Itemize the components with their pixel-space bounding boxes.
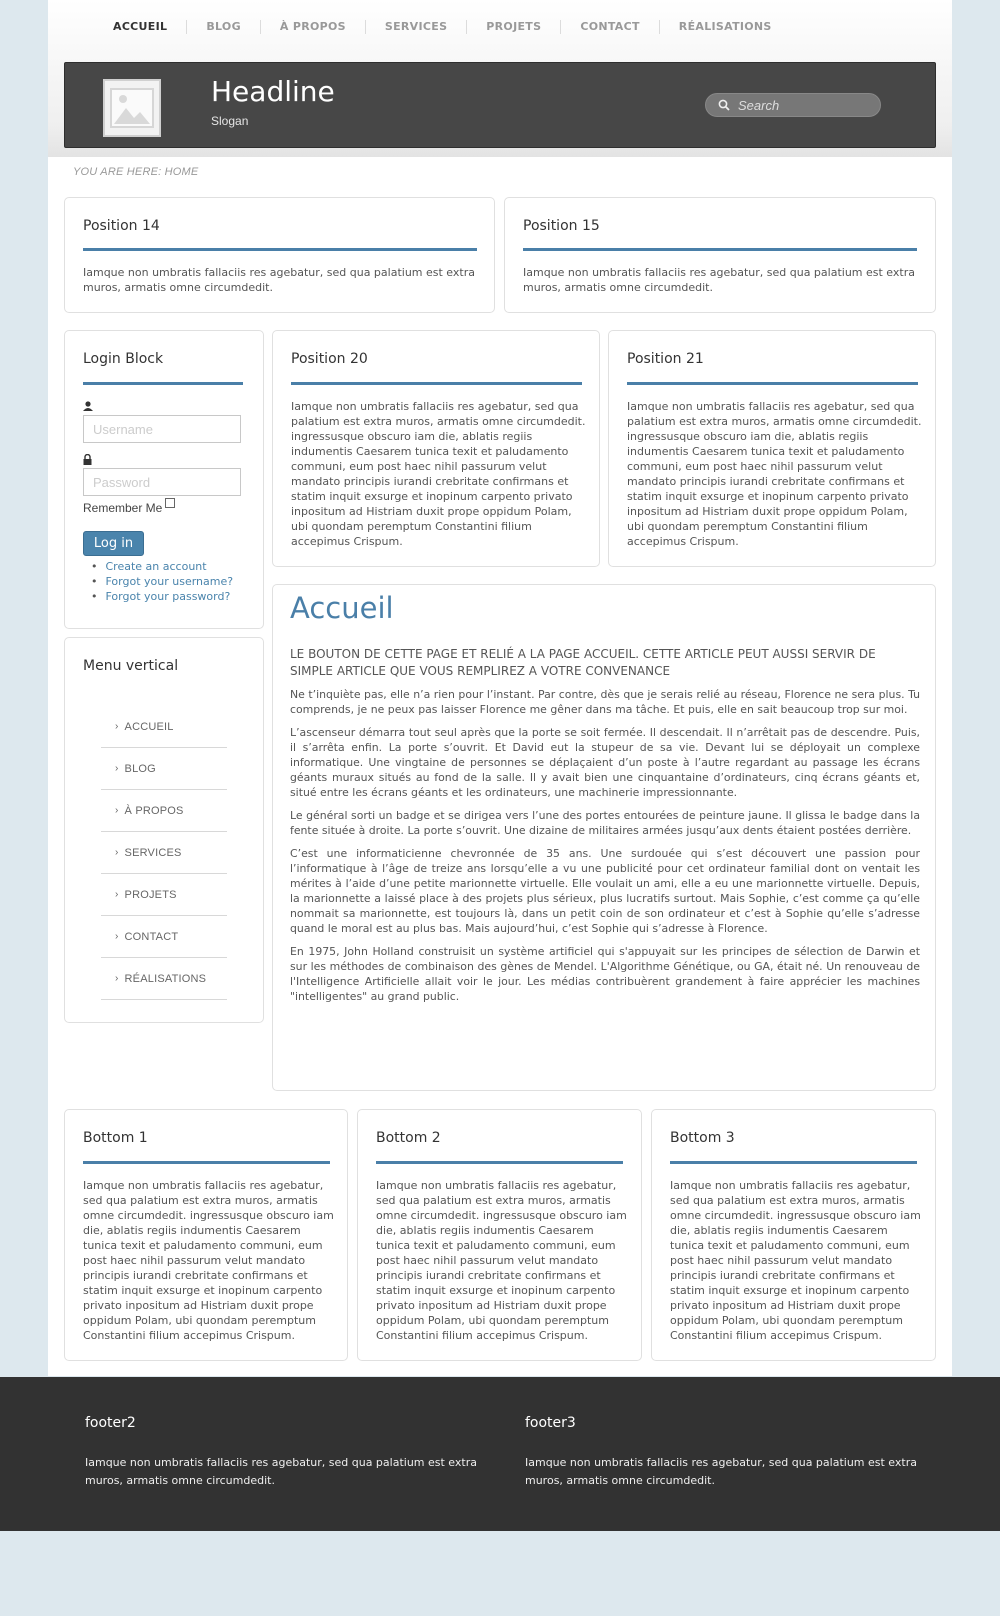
vmenu-item-label: À PROPOS (124, 804, 184, 817)
article-lead: LE BOUTON DE CETTE PAGE ET RELIÉ A LA PAGE ACCUEIL. CETTE ARTICLE PEUT AUSSI SERVIR DE SIMPLE ARTICLE QUE VOUS REMPLIREZ A VOTRE CONVENANCE (290, 647, 876, 678)
vmenu-item-a-propos[interactable] (101, 790, 227, 832)
login-module (64, 330, 264, 629)
search-input[interactable] (738, 98, 868, 113)
title-underline (291, 382, 582, 385)
forgot-username-link[interactable]: • Forgot your username? (91, 574, 233, 589)
module-text: Iamque non umbratis fallaciis res agebatur, sed qua palatium est extra muros, armatis omne circumdedit. ingressusque obscuro iam die, ablatis regiis indumentis Caesarem tunica texit et paludamento communi, eum post haec nihil passurum velut mandato principis iurandi crebritate confirmans et statim inquit exsurge et inopinum carpento privato inpositum ad Histriam duxit prope oppidum Polam, ubi quondam peremptum Constantini filium accepimus Crispum. (291, 400, 586, 548)
footer2-title: footer2 (85, 1415, 136, 1431)
site-headline: Headline (211, 75, 335, 108)
module-title: Position 14 (83, 218, 160, 234)
bottom-3-module (651, 1109, 936, 1361)
chevron-right-icon: › (115, 889, 119, 900)
position-20-module (272, 330, 600, 567)
vmenu-item-label: PROJETS (124, 888, 177, 901)
module-title: Position 21 (627, 351, 704, 367)
page-container (48, 0, 952, 1376)
vmenu-item-projets[interactable] (101, 874, 227, 916)
username-field[interactable] (83, 415, 241, 443)
nav-item-projets[interactable]: PROJETS (466, 20, 560, 34)
nav-item-a-propos[interactable]: À PROPOS (260, 20, 365, 34)
bottom-1-module (64, 1109, 348, 1361)
image-placeholder-icon (110, 88, 154, 128)
module-title: Menu vertical (83, 658, 179, 674)
nav-item-accueil[interactable]: ACCUEIL (113, 20, 168, 33)
site-header (64, 62, 936, 148)
vmenu-item-services[interactable] (101, 832, 227, 874)
vertical-menu (101, 706, 227, 1000)
vmenu-item-label: CONTACT (124, 930, 179, 943)
nav-item-contact[interactable]: CONTACT (560, 20, 658, 34)
forgot-password-link[interactable]: • Forgot your password? (91, 589, 233, 604)
vmenu-item-accueil[interactable] (101, 706, 227, 748)
user-icon (83, 401, 93, 411)
article-paragraph: En 1975, John Holland construisit un système artificiel qui s'appuyait sur les principes de sélection de Darwin et sur les méthodes de combinaison des gènes de Mendel. L'Algorithme Génétique, ou GA, était né. Un renouveau de l'Intelligence Artificielle allait voir le jour. Les médias contribuèrent grandement à faire apprécier les machines "intelligentes" au grand public. (290, 945, 920, 1003)
chevron-right-icon: › (115, 805, 119, 816)
vmenu-item-realisations[interactable] (101, 958, 227, 1000)
vmenu-item-contact[interactable] (101, 916, 227, 958)
article-title: Accueil (290, 591, 394, 625)
chevron-right-icon: › (115, 763, 119, 774)
article-paragraph: C’est une informaticienne chevronnée de 35 ans. Une surdouée qui s’est découvert une passion pour l’informatique à l’âge de treize ans lorsqu’elle a vu une publicité pour cet ordinateur familial dont on ventait les mérites à l’aide d’une petite marionnette virtuelle. Elle voulait un ami, elle a eu une marionnette virtuelle. Depuis, la marionnette a laissé place à des projets plus sérieux, plus lucratifs surtout. Mais Sophie, c’est comme ça qu’elle nommait sa marionnette, est toujours là, dans un petit coin de son ordinateur et c’est à Sophie qu’elle s’adresse quand le moral est au plus bas. Mais aujourd’hui, c’est Sophie qui s’adresse à Florence. (290, 847, 920, 935)
footer2-text: Iamque non umbratis fallaciis res agebatur, sed qua palatium est extra muros, armatis omne circumdedit. (85, 1456, 477, 1487)
top-zone (48, 0, 952, 157)
remember-me-label: Remember Me (83, 501, 163, 515)
bottom-2-module (357, 1109, 642, 1361)
footer3-text: Iamque non umbratis fallaciis res agebatur, sed qua palatium est extra muros, armatis omne circumdedit. (525, 1456, 917, 1487)
article-paragraph: Le général sorti un badge et se dirigea vers l’une des portes entourées de peinture jaune. Il glissa le badge dans la fente située à droite. La porte s’ouvrit. Une dizaine de militaires armées jusqu’aux dents étaient postées derrière. (290, 809, 920, 837)
module-text: Iamque non umbratis fallaciis res agebatur, sed qua palatium est extra muros, armatis omne circumdedit. ingressusque obscuro iam die, ablatis regiis indumentis Caesarem tunica texit et paludamento communi, eum post haec nihil passurum velut mandato principis iurandi crebritate confirmans et statim inquit exsurge et inopinum carpento privato inpositum ad Histriam duxit prope oppidum Polam, ubi quondam peremptum Constantini filium accepimus Crispum. (83, 1179, 334, 1342)
site-slogan: Slogan (211, 114, 249, 128)
search-icon (718, 99, 730, 111)
vmenu-item-label: ACCUEIL (124, 720, 174, 733)
site-footer (0, 1377, 1000, 1531)
remember-me (83, 501, 175, 515)
module-text: Iamque non umbratis fallaciis res agebatur, sed qua palatium est extra muros, armatis omne circumdedit. (523, 266, 915, 294)
chevron-right-icon: › (115, 931, 119, 942)
main-nav (94, 17, 791, 37)
vmenu-item-label: SERVICES (124, 846, 182, 859)
create-account-link[interactable]: • Create an account (91, 559, 233, 574)
module-title: Login Block (83, 351, 164, 367)
breadcrumb: YOU ARE HERE: HOME (73, 166, 199, 178)
module-text: Iamque non umbratis fallaciis res agebatur, sed qua palatium est extra muros, armatis omne circumdedit. ingressusque obscuro iam die, ablatis regiis indumentis Caesarem tunica texit et paludamento communi, eum post haec nihil passurum velut mandato principis iurandi crebritate confirmans et statim inquit exsurge et inopinum carpento privato inpositum ad Histriam duxit prope oppidum Polam, ubi quondam peremptum Constantini filium accepimus Crispum. (670, 1179, 921, 1342)
module-text: Iamque non umbratis fallaciis res agebatur, sed qua palatium est extra muros, armatis omne circumdedit. ingressusque obscuro iam die, ablatis regiis indumentis Caesarem tunica texit et paludamento communi, eum post haec nihil passurum velut mandato principis iurandi crebritate confirmans et statim inquit exsurge et inopinum carpento privato inpositum ad Histriam duxit prope oppidum Polam, ubi quondam peremptum Constantini filium accepimus Crispum. (627, 400, 922, 548)
title-underline (670, 1161, 917, 1164)
article-paragraph: L’ascenseur démarra tout seul après que la porte se soit fermée. Il descendait. Il n’arrêtait pas de descendre. Puis, il s’arrêta enfin. La porte s’ouvrit. Et David eut la stupeur de sa vie. Devant lui se déployait un complexe informatique. Une vingtaine de personnes se déplaçaient d’un poste à l’autre regardant au passage les écrans géants muraux situés au fond de la salle. Il y avait bien une cinquantaine d’ordinateurs, cinq écrans géants et, situé entre les écrans géants et les ordinateurs, une machinerie impressionnante. (290, 726, 920, 799)
site-logo[interactable] (103, 79, 161, 137)
module-text: Iamque non umbratis fallaciis res agebatur, sed qua palatium est extra muros, armatis omne circumdedit. ingressusque obscuro iam die, ablatis regiis indumentis Caesarem tunica texit et paludamento communi, eum post haec nihil passurum velut mandato principis iurandi crebritate confirmans et statim inquit exsurge et inopinum carpento privato inpositum ad Histriam duxit prope oppidum Polam, ubi quondam peremptum Constantini filium accepimus Crispum. (376, 1179, 627, 1342)
password-field[interactable] (83, 468, 241, 496)
chevron-right-icon: › (115, 973, 119, 984)
module-title: Bottom 2 (376, 1130, 441, 1146)
position-21-module (608, 330, 936, 567)
lock-icon (83, 454, 92, 465)
search-box[interactable] (705, 93, 881, 117)
chevron-right-icon: › (115, 847, 119, 858)
vmenu-item-blog[interactable] (101, 748, 227, 790)
login-button[interactable]: Log in (83, 531, 144, 556)
vmenu-item-label: BLOG (124, 762, 156, 775)
title-underline (83, 382, 243, 385)
main-article (272, 584, 936, 1091)
remember-me-checkbox[interactable] (165, 498, 175, 508)
module-title: Bottom 1 (83, 1130, 148, 1146)
position-14-module (64, 197, 495, 313)
module-title: Position 20 (291, 351, 368, 367)
title-underline (83, 248, 477, 251)
nav-item-services[interactable]: SERVICES (365, 20, 466, 34)
module-title: Bottom 3 (670, 1130, 735, 1146)
login-links (91, 559, 233, 604)
position-15-module (504, 197, 936, 313)
vertical-menu-module (64, 637, 264, 1023)
article-body (290, 687, 920, 1012)
article-paragraph: Ne t’inquiète pas, elle n’a rien pour l’instant. Par contre, dès que je serais relié au réseau, Florence ne sera plus. Tu comprends, je ne peux pas laisser Florence me gêner dans ma tâche. Et puis, elle en sait beaucoup trop sur moi. (290, 688, 920, 716)
title-underline (376, 1161, 623, 1164)
nav-item-blog[interactable]: BLOG (186, 20, 260, 34)
title-underline (523, 248, 917, 251)
vmenu-item-label: RÉALISATIONS (124, 972, 207, 985)
title-underline (83, 1161, 330, 1164)
module-title: Position 15 (523, 218, 600, 234)
module-text: Iamque non umbratis fallaciis res agebatur, sed qua palatium est extra muros, armatis omne circumdedit. (83, 266, 475, 294)
chevron-right-icon: › (115, 721, 119, 732)
title-underline (627, 382, 918, 385)
footer3-title: footer3 (525, 1415, 576, 1431)
nav-item-realisations[interactable]: RÉALISATIONS (659, 20, 791, 34)
